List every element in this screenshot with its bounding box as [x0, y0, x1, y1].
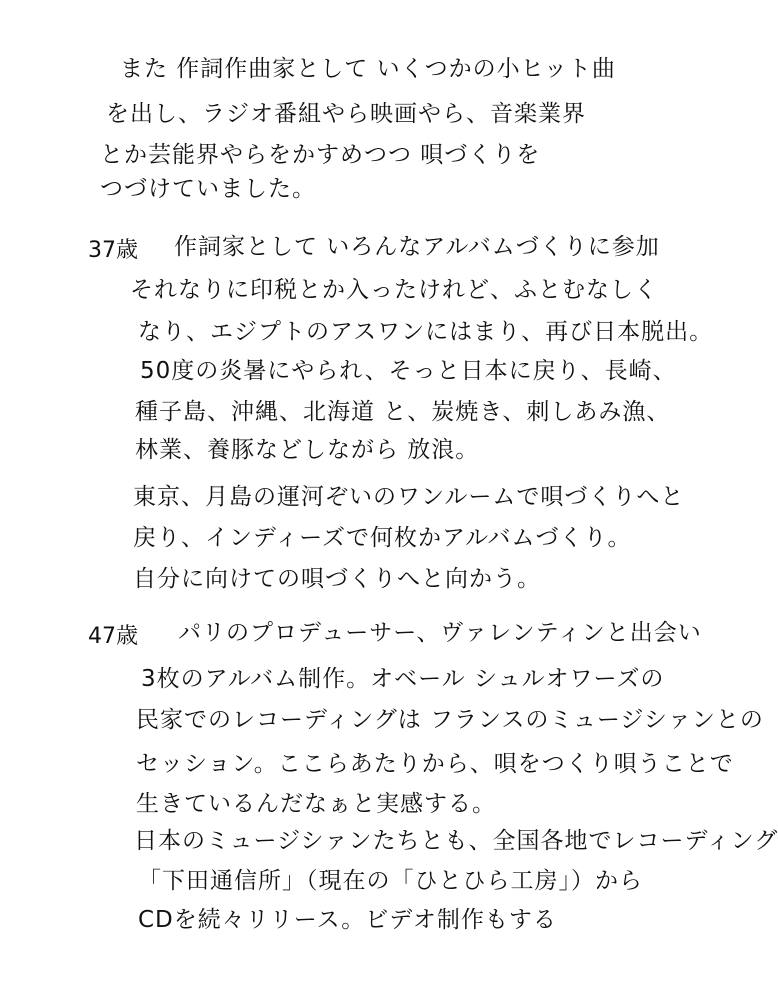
section47-line: 「下田通信所」（現在の「ひとひら工房」）から	[138, 868, 643, 894]
section37-line: それなりに印税とか入ったけれど、ふとむなしく	[130, 277, 658, 303]
section37-line: 作詞家として いろんなアルバムづくりに参加	[174, 234, 660, 260]
section37-line: 戻り、インディーズで何枚かアルバムづくり。	[133, 525, 632, 551]
section37-line: 50度の炎暑にやられ、そっと日本に戻り、長崎、	[140, 358, 677, 384]
section47-line: 日本のミュージシァンたちとも、全国各地でレコーディング	[134, 828, 778, 854]
intro-line: また 作詞作曲家として いくつかの小ヒット曲	[120, 56, 616, 82]
section47-line: 生きているんだなぁと実感する。	[136, 791, 496, 817]
section47-line: CDを続々リリース。ビデオ制作もする	[138, 907, 557, 933]
section47-line: 民家でのレコーディングは フランスのミュージシァンとの	[136, 707, 764, 733]
section47-line: 3枚のアルバム制作。オベール シュルオワーズの	[141, 666, 665, 692]
section47-line: パリのプロデューサー、ヴァレンティンと出会い	[178, 620, 702, 646]
section37-line: 種子島、沖縄、北海道 と、炭焼き、刺しあみ漁、	[135, 399, 671, 425]
section37-line: 東京、月島の運河ぞいのワンルームで唄づくりへと	[133, 484, 685, 510]
age-label-47: 47歳	[88, 624, 138, 649]
section37-line: 自分に向けての唄づくりへと向かう。	[133, 566, 541, 592]
age-label-37: 37歳	[88, 238, 138, 263]
intro-line: を出し、ラジオ番組やら映画やら、音楽業界	[106, 101, 586, 127]
section37-line: なり、エジプトのアスワンにはまり、再び日本脱出。	[138, 319, 714, 345]
section47-line: セッション。ここらあたりから、唄をつくり唄うことで	[136, 751, 734, 777]
section37-line: 林業、養豚などしながら 放浪。	[135, 437, 480, 463]
intro-line: とか芸能界やらをかすめつつ 唄づくりを	[100, 142, 541, 168]
intro-line: つづけていました。	[100, 176, 316, 202]
